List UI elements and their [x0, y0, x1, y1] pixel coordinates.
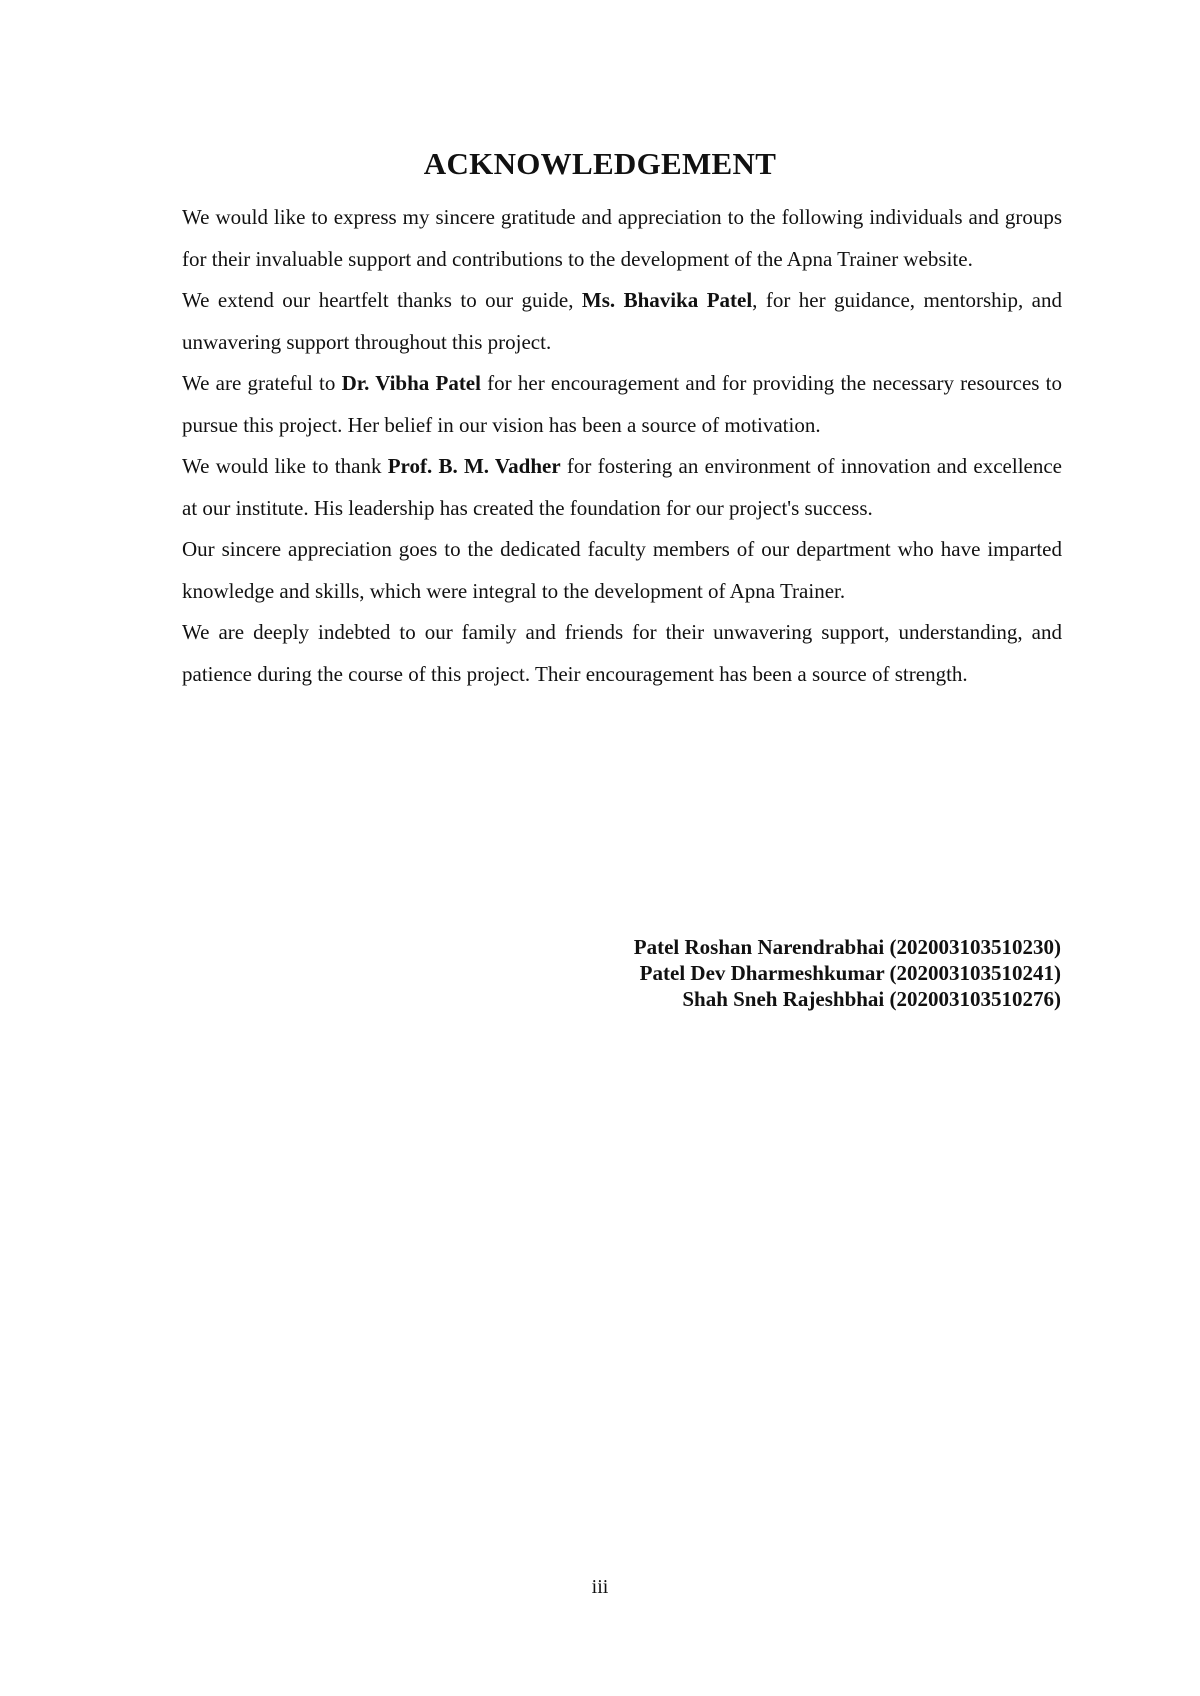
- body-paragraph: [182, 363, 1062, 446]
- paragraph-text: for her encouragement and for providing the necessary resources to pursue this project. Her belief in our vision has been a source of motivation.: [182, 371, 1062, 437]
- signature-line: Shah Sneh Rajeshbhai (202003103510276): [682, 987, 1061, 1011]
- bold-name: Ms. Bhavika Patel: [581, 288, 753, 312]
- paragraph-text: We extend our heartfelt thanks to our guide,: [182, 288, 582, 312]
- body-paragraph: [182, 612, 1062, 695]
- page-number: iii: [591, 1576, 609, 1598]
- bold-name: Dr. Vibha Patel: [341, 371, 481, 395]
- paragraph-text: We would like to thank: [182, 454, 388, 478]
- body-paragraph: [182, 529, 1062, 612]
- page-title: ACKNOWLEDGEMENT: [423, 146, 777, 181]
- paragraph-text: Our sincere appreciation goes to the dedicated faculty members of our department who have imparted knowledge and skills, which were integral to the development of Apna Trainer.: [182, 537, 1062, 603]
- body-paragraph: [182, 197, 1062, 280]
- paragraph-text: We would like to express my sincere gratitude and appreciation to the following individuals and groups for their invaluable support and contributions to the development of the Apna Trainer website.: [182, 205, 1062, 271]
- paragraph-text: , for her guidance, mentorship, and unwavering support throughout this project.: [182, 288, 1062, 354]
- body-paragraph: [182, 446, 1062, 529]
- signature-line: Patel Dev Dharmeshkumar (202003103510241): [639, 961, 1061, 985]
- acknowledgement-body: [182, 197, 1062, 695]
- signature-line: Patel Roshan Narendrabhai (202003103510230): [633, 935, 1061, 959]
- signature-block: [634, 934, 1061, 1012]
- body-paragraph: [182, 280, 1062, 363]
- paragraph-text: We are deeply indebted to our family and friends for their unwavering support, understanding, and patience during the course of this project. Their encouragement has been a source of strength.: [182, 620, 1062, 686]
- paragraph-text: for fostering an environment of innovation and excellence at our institute. His leadership has created the foundation for our project's success.: [182, 454, 1062, 520]
- paragraph-text: We are grateful to: [182, 371, 342, 395]
- bold-name: Prof. B. M. Vadher: [387, 454, 561, 478]
